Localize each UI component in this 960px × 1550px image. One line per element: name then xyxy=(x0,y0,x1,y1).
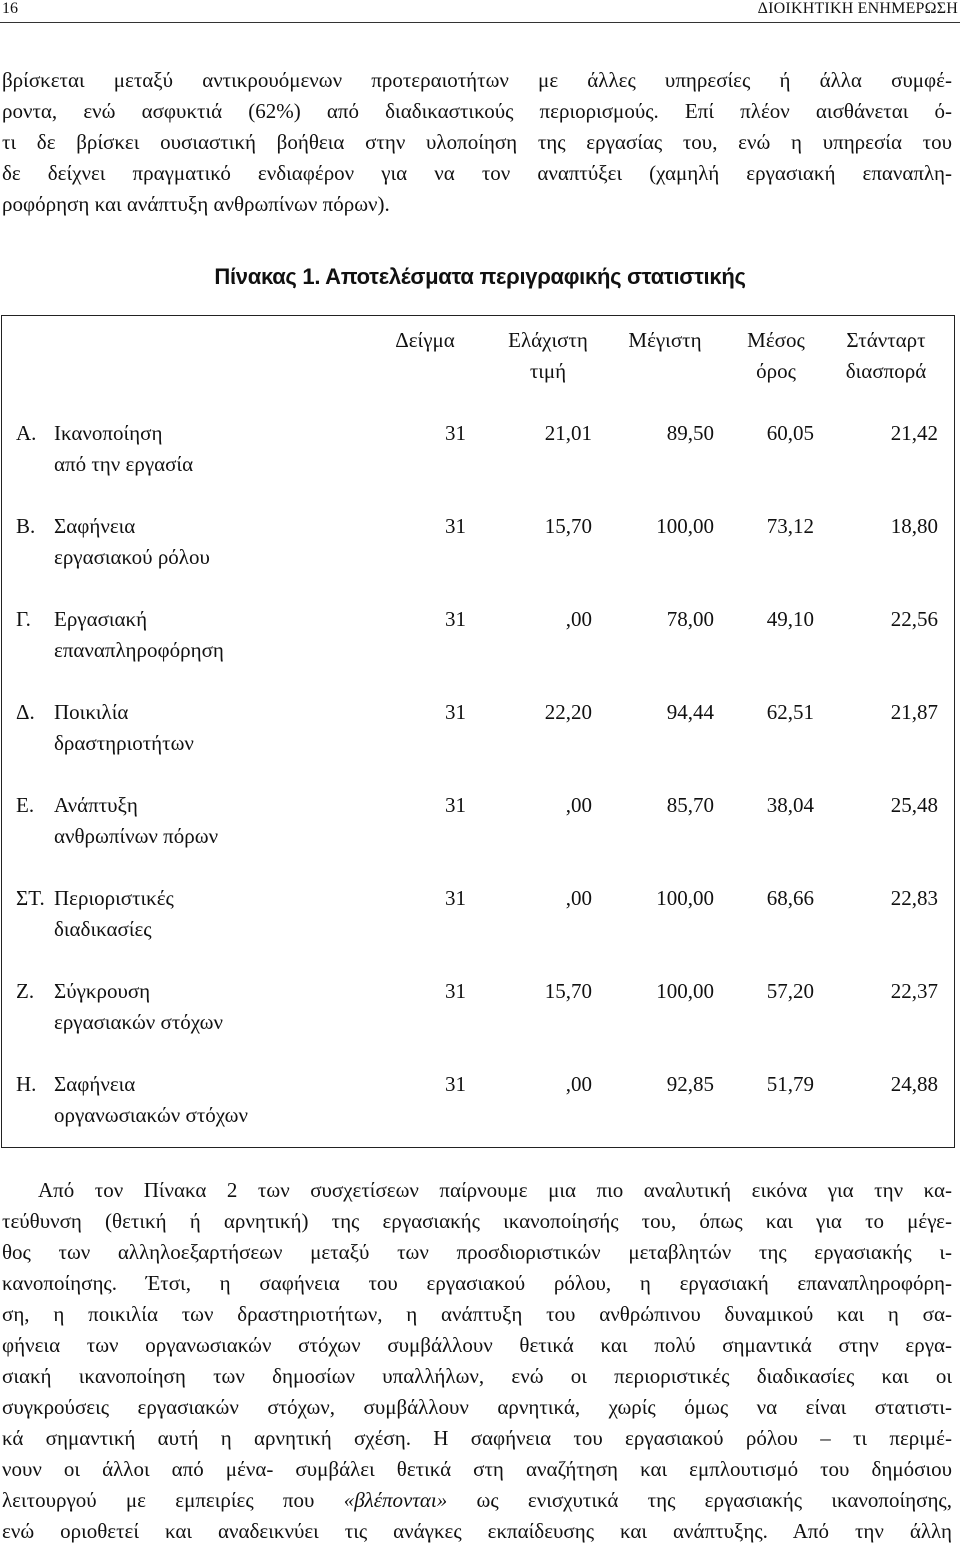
cell-sample: 31 xyxy=(445,886,466,910)
cell-sample: 31 xyxy=(445,979,466,1003)
text-line: ση, η ποικιλία των δραστηριοτήτων, η ανάπτυξη του ανθρώπινου δυναμικού και η σα- xyxy=(2,1302,952,1326)
cell-sd: 21,42 xyxy=(890,421,938,445)
text-line: λειτουργού με εμπειρίες που «βλέπονται» ως ενισχυτικά της εργασιακής ικανοποίησης, xyxy=(2,1488,952,1512)
text-line: νουν οι άλλοι από μένα- συμβάλει θετικά στη αναζήτηση και εμπλουτισμό του δημόσιου xyxy=(2,1457,952,1481)
cell-sd: 25,48 xyxy=(890,793,938,817)
cell-sd: 24,88 xyxy=(890,1072,938,1096)
text-line: ροντα, ενώ ασφυκτιά (62%) από διαδικαστικούς περιορισμούς. Επί πλέον αισθάνεται ό- xyxy=(2,99,952,123)
table-row-label: Ε. Ανάπτυξη ανθρωπίνων πόρων xyxy=(16,793,219,848)
cell-min: ,00 xyxy=(565,1072,592,1096)
text-line: βρίσκεται μεταξύ αντικρουόμενων προτεραιοτήτων με άλλες υπηρεσίες ή άλλα συμφέ- xyxy=(2,68,952,92)
table-title: Πίνακας 1. Αποτελέσματα περιγραφικής στατιστικής xyxy=(214,264,746,289)
table-row-label: Α. Ικανοποίηση από την εργασία xyxy=(16,421,194,476)
running-head: ΔΙΟΙΚΗΤΙΚΗ ΕΝΗΜΕΡΩΣΗ xyxy=(757,0,958,17)
table-row-label: Γ. Εργασιακή επαναπληροφόρηση xyxy=(16,607,224,662)
cell-sample: 31 xyxy=(445,514,466,538)
cell-min: 15,70 xyxy=(544,514,592,538)
cell-mean: 68,66 xyxy=(766,886,814,910)
cell-sample: 31 xyxy=(445,1072,466,1096)
text-line: δε δείχνει πραγματικό ενδιαφέρον για να τον αναπτύξει (χαμηλή εργασιακή επαναπλη- xyxy=(2,161,952,185)
cell-sd: 21,87 xyxy=(890,700,938,724)
text-line: θος των αλληλοεξαρτήσεων μεταξύ των προσδιοριστικών μεταβλητών της εργασιακής ι- xyxy=(2,1240,952,1264)
cell-mean: 38,04 xyxy=(766,793,814,817)
table-row-label: Ζ. Σύγκρουση εργασιακών στόχων xyxy=(16,979,223,1034)
cell-sample: 31 xyxy=(445,793,466,817)
cell-mean: 57,20 xyxy=(766,979,814,1003)
text-line: κά σημαντική αυτή η αρνητική σχέση. Η σαφήνεια του εργασιακού ρόλου – τι περιμέ- xyxy=(2,1426,952,1450)
column-header-max: Μέγιστη xyxy=(628,328,702,352)
table-row-label: Β. Σαφήνεια εργασιακού ρόλου xyxy=(16,514,210,569)
cell-sample: 31 xyxy=(445,607,466,631)
text-line: σιακή ικανοποίηση των δημοσίων υπαλλήλων, ενώ οι περιοριστικές διαδικασίες και οι xyxy=(2,1364,952,1388)
text-line: ροφόρηση και ανάπτυξη ανθρωπίνων πόρων). xyxy=(2,192,390,216)
cell-max: 94,44 xyxy=(666,700,714,724)
cell-mean: 60,05 xyxy=(766,421,814,445)
text-line: κανοποίησης. Έτσι, η σαφήνεια του εργασιακού ρόλου, η εργασιακή επαναπληροφόρη- xyxy=(2,1271,952,1295)
table-row-label: ΣΤ. Περιοριστικές διαδικασίες xyxy=(16,886,174,941)
cell-mean: 49,10 xyxy=(766,607,814,631)
text-line: τι δε βρίσκει ουσιαστική βοήθεια στην υλοποίηση της εργασίας του, ενώ η υπηρεσία του xyxy=(2,130,952,154)
cell-sample: 31 xyxy=(445,700,466,724)
table-row-label: Η. Σαφήνεια οργανωσιακών στόχων xyxy=(16,1072,248,1127)
cell-mean: 73,12 xyxy=(766,514,814,538)
body-paragraph xyxy=(2,1175,952,1547)
column-header-sample: Δείγμα xyxy=(395,328,455,352)
cell-sd: 22,56 xyxy=(890,607,938,631)
cell-min: 22,20 xyxy=(544,700,592,724)
column-header-sd: Στάνταρτ διασπορά xyxy=(845,328,927,383)
cell-min: 21,01 xyxy=(544,421,592,445)
page-number: 16 xyxy=(2,0,18,17)
cell-min: ,00 xyxy=(565,607,592,631)
text-line: συγκρούσεις εργασιακών στόχων, συμβάλλουν αρνητικά, χωρίς όμως να είναι στατιστι- xyxy=(2,1395,952,1419)
cell-sample: 31 xyxy=(445,421,466,445)
cell-max: 89,50 xyxy=(666,421,714,445)
text-line: Από τον Πίνακα 2 των συσχετίσεων παίρνουμε μια πιο αναλυτική εικόνα για την κα- xyxy=(38,1178,952,1202)
cell-max: 100,00 xyxy=(656,886,714,910)
cell-sd: 22,37 xyxy=(890,979,938,1003)
italic-quote: «βλέπονται» xyxy=(343,1488,448,1512)
text-line: ενώ οριοθετεί και αναδεικνύει τις ανάγκες εκπαίδευσης και ανάπτυξης. Από την άλλη xyxy=(2,1519,952,1543)
cell-sd: 22,83 xyxy=(890,886,938,910)
cell-min: 15,70 xyxy=(544,979,592,1003)
cell-mean: 51,79 xyxy=(766,1072,814,1096)
cell-max: 78,00 xyxy=(666,607,714,631)
column-header-min: Ελάχιστη τιμή xyxy=(508,328,588,383)
table-row-label: Δ. Ποικιλία δραστηριοτήτων xyxy=(16,700,194,755)
cell-max: 100,00 xyxy=(656,979,714,1003)
text-line: τεύθυνση (θετική ή αρνητική) της εργασιακής ικανοποίησής του, όπως και για το μέγε- xyxy=(2,1209,952,1233)
cell-min: ,00 xyxy=(565,886,592,910)
page-header xyxy=(0,0,960,23)
cell-sd: 18,80 xyxy=(890,514,938,538)
intro-paragraph xyxy=(2,65,952,220)
cell-max: 92,85 xyxy=(666,1072,714,1096)
cell-max: 100,00 xyxy=(656,514,714,538)
cell-max: 85,70 xyxy=(666,793,714,817)
cell-min: ,00 xyxy=(565,793,592,817)
cell-mean: 62,51 xyxy=(766,700,814,724)
text-line: φήνεια των οργανωσιακών στόχων συμβάλλουν θετικά και πολύ σημαντικά στην εργα- xyxy=(2,1333,952,1357)
column-header-mean: Μέσος όρος xyxy=(747,328,805,383)
